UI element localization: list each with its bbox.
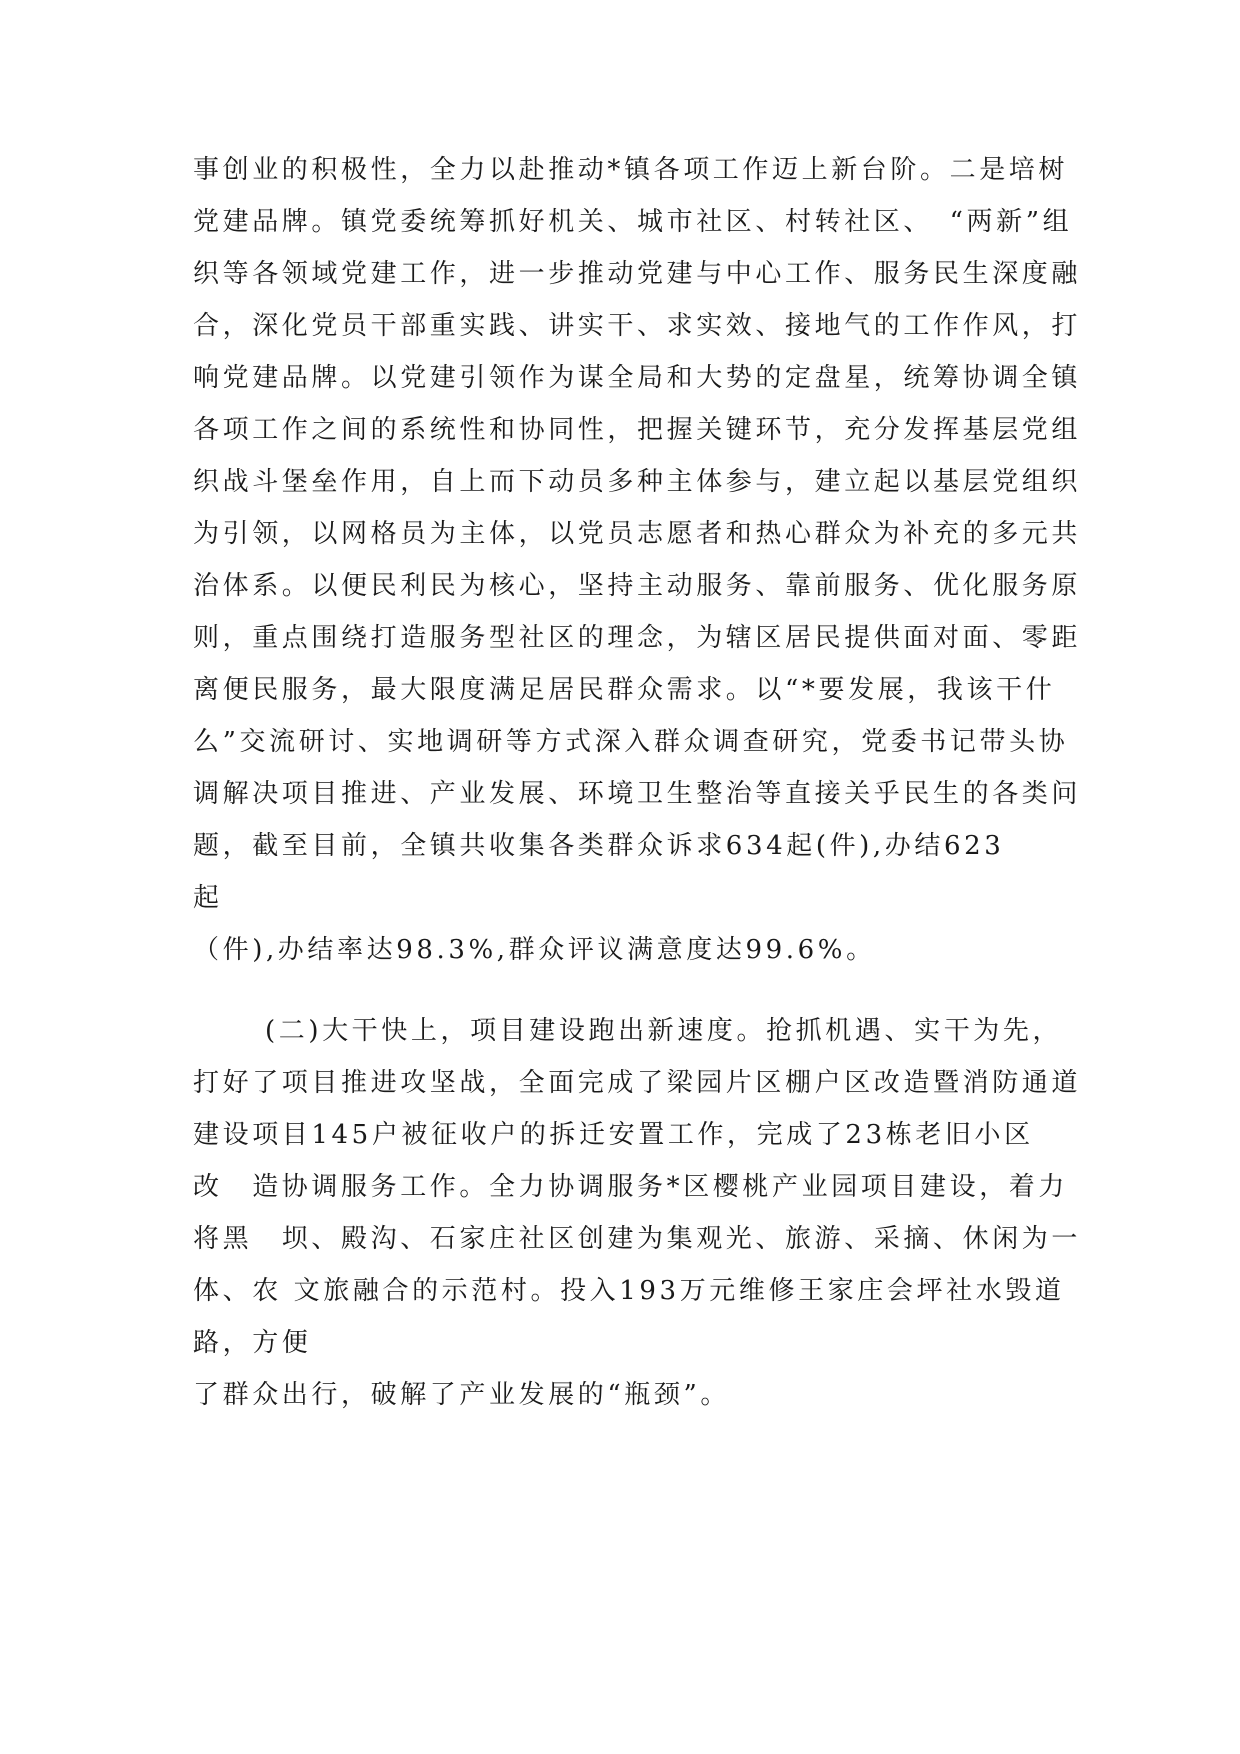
body-text-line: 离便民服务，最大限度满足居民群众需求。以“*要发展，我该干什 bbox=[193, 675, 1056, 705]
body-text-line: 了群众出行，破解了产业发展的“瓶颈”。 bbox=[193, 1380, 730, 1410]
body-text-line: 将黑 坝、殿沟、石家庄社区创建为集观光、旅游、采摘、休闲为一 bbox=[193, 1224, 1082, 1254]
body-text-line: 题，截至目前，全镇共收集各类群众诉求634起(件),办结623 bbox=[193, 831, 1005, 861]
body-text-line: 各项工作之间的系统性和协同性，把握关键环节，充分发挥基层党组 bbox=[193, 415, 1082, 445]
body-text-line: 起 bbox=[193, 883, 223, 913]
body-text-line: 调解决项目推进、产业发展、环境卫生整治等直接关乎民生的各类问 bbox=[193, 779, 1082, 809]
body-text-line: 路，方便 bbox=[193, 1328, 312, 1358]
body-text-line: （件),办结率达98.3%,群众评议满意度达99.6%。 bbox=[193, 935, 876, 965]
body-text-line: 改 造协调服务工作。全力协调服务*区樱桃产业园项目建设，着力 bbox=[193, 1172, 1069, 1202]
body-text-line: 为引领，以网格员为主体，以党员志愿者和热心群众为补充的多元共 bbox=[193, 519, 1082, 549]
body-text-line: 打好了项目推进攻坚战，全面完成了梁园片区棚户区改造暨消防通道 bbox=[193, 1068, 1082, 1098]
body-text-line: 则，重点围绕打造服务型社区的理念，为辖区居民提供面对面、零距 bbox=[193, 623, 1082, 653]
body-text-line: 响党建品牌。以党建引领作为谋全局和大势的定盘星，统筹协调全镇 bbox=[193, 363, 1082, 393]
body-text-line: 党建品牌。镇党委统筹抓好机关、城市社区、村转社区、 “两新”组 bbox=[193, 207, 1073, 237]
body-text-line: 体、农 文旅融合的示范村。投入193万元维修王家庄会坪社水毁道 bbox=[193, 1276, 1065, 1306]
body-text-line: 事创业的积极性，全力以赴推动*镇各项工作迈上新台阶。二是培树 bbox=[193, 155, 1069, 185]
body-text-line: 建设项目145户被征收户的拆迁安置工作，完成了23栋老旧小区 bbox=[193, 1120, 1034, 1150]
body-text-line: 合，深化党员干部重实践、讲实干、求实效、接地气的工作作风，打 bbox=[193, 311, 1082, 341]
body-text-line: 织等各领域党建工作，进一步推动党建与中心工作、服务民生深度融 bbox=[193, 259, 1082, 289]
body-text-line: 织战斗堡垒作用，自上而下动员多种主体参与，建立起以基层党组织 bbox=[193, 467, 1082, 497]
body-text-line: 治体系。以便民利民为核心，坚持主动服务、靠前服务、优化服务原 bbox=[193, 571, 1082, 601]
body-text-line: 么”交流研讨、实地调研等方式深入群众调查研究，党委书记带头协 bbox=[193, 727, 1069, 757]
section-heading-line: (二)大干快上，项目建设跑出新速度。抢抓机遇、实干为先， bbox=[265, 1016, 1063, 1046]
